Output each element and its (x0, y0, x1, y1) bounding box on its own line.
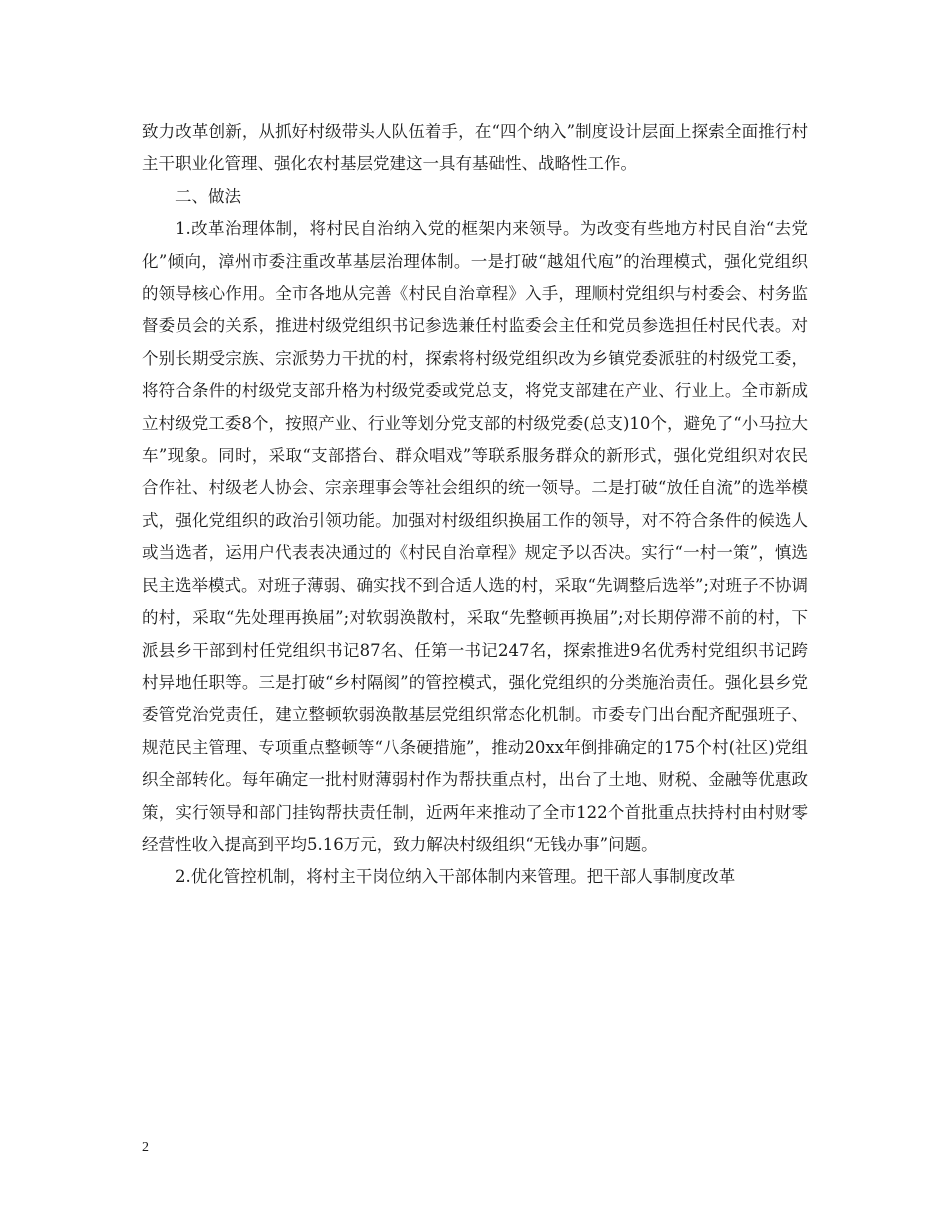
document-body (142, 116, 808, 894)
paragraph-2: 2.优化管控机制，将村主干岗位纳入干部体制内来管理。把干部人事制度改革 (175, 867, 736, 887)
section-heading: 二、做法 (175, 186, 241, 206)
page-number: 2 (142, 1140, 149, 1155)
paragraph-1: 1.改革治理体制，将村民自治纳入党的框架内来领导。为改变有些地方村民自治“去党化”倾向，漳州市委注重改革基层治理体制。一是打破“越俎代庖”的治理模式，强化党组织的领导核心作用。全市各地从完善《村民自治章程》入手，理顺村党组织与村委会、村务监督委员会的关系，推进村级党组织书记参选兼任村监委会主任和党员参选担任村民代表。对个别长期受宗族、宗派势力干扰的村，探索将村级党组织改为乡镇党委派驻的村级党工委，将符合条件的村级党支部升格为村级党委或党总支，将党支部建在产业、行业上。全市新成立村级党工委8个，按照产业、行业等划分党支部的村级党委(总支)10个，避免了“小马拉大车”现象。同时，采取“支部搭台、群众唱戏”等联系服务群众的新形式，强化党组织对农民合作社、村级老人协会、宗亲理事会等社会组织的统一领导。二是打破“放任自流”的选举模式，强化党组织的政治引领功能。加强对村级组织换届工作的领导，对不符合条件的候选人或当选者，运用户代表表决通过的《村民自治章程》规定予以否决。实行“一村一策”，慎选民主选举模式。对班子薄弱、确实找不到合适人选的村，采取“先调整后选举”;对班子不协调的村，采取“先处理再换届”;对软弱涣散村，采取“先整顿再换届”;对长期停滞不前的村，下派县乡干部到村任党组织书记87名、任第一书记247名，探索推进9名优秀村党组织书记跨村异地任职等。三是打破“乡村隔阂”的管控模式，强化党组织的分类施治责任。强化县乡党委管党治党责任，建立整顿软弱涣散基层党组织常态化机制。市委专门出台配齐配强班子、规范民主管理、专项重点整顿等“八条硬措施”，推动20xx年倒排确定的175个村(社区)党组织全部转化。每年确定一批村财薄弱村作为帮扶重点村，出台了土地、财税、金融等优惠政策，实行领导和部门挂钩帮扶责任制，近两年来推动了全市122个首批重点扶持村由村财零经营性收入提高到平均5.16万元，致力解决村级组织“无钱办事”问题。 (142, 219, 808, 854)
paragraph-continuation: 致力改革创新，从抓好村级带头人队伍着手，在“四个纳入”制度设计层面上探索全面推行村主干职业化管理、强化农村基层党建这一具有基础性、战略性工作。 (142, 122, 808, 174)
